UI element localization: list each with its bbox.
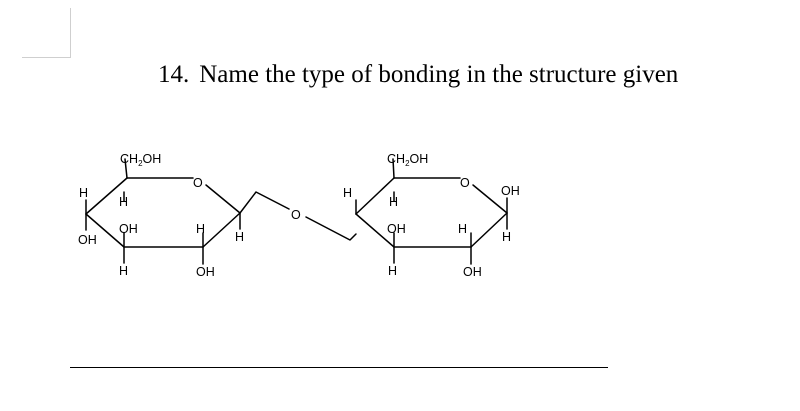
ring-1-bonds: [86, 159, 240, 264]
ring-2-ch2oh-label: $CH_2OH$: [387, 152, 429, 168]
disaccharide-structure: [0, 130, 800, 290]
ring-1-c2-h-label: H: [196, 222, 206, 236]
ring-1-ch2oh-label: $CH_2OH$: [120, 152, 162, 168]
ring-1-c3-oh-label: OH: [119, 222, 138, 236]
ring-2-bonds: [356, 159, 507, 264]
ring-1-c3-h-label: H: [79, 186, 89, 200]
ring-1-c1-h-label: H: [235, 230, 245, 244]
ring-2-c3-h-label: H: [388, 264, 398, 278]
ring-1-c4-oh-label: OH: [78, 233, 97, 247]
ring-2-c2-h-label: H: [458, 222, 468, 236]
question-text: [158, 60, 678, 90]
answer-line: [70, 367, 608, 368]
ring-2-c3-oh-label: OH: [387, 222, 406, 236]
ring-1-c2-oh-label: OH: [196, 265, 215, 279]
page-corner-mark: [22, 8, 71, 58]
ring-2-c1-h-label: H: [502, 230, 512, 244]
question-prompt: Name the type of bonding in the structure given: [199, 61, 679, 88]
ring-2-c2-oh-label: OH: [463, 265, 482, 279]
ring-2-c4-h-label: H: [343, 186, 353, 200]
ring-1-c5-h-label: H: [119, 264, 129, 278]
question-number: 14.: [158, 61, 190, 88]
ring-2-c1-oh-label: OH: [501, 184, 520, 198]
ring-2-oxygen-label: O: [460, 176, 470, 190]
ring-1-oxygen-label: O: [193, 176, 203, 190]
glycosidic-oxygen-label: O: [291, 208, 301, 222]
ring-2-c5-h-label: H: [389, 195, 399, 209]
ring-1-c4-h-label: H: [119, 195, 129, 209]
